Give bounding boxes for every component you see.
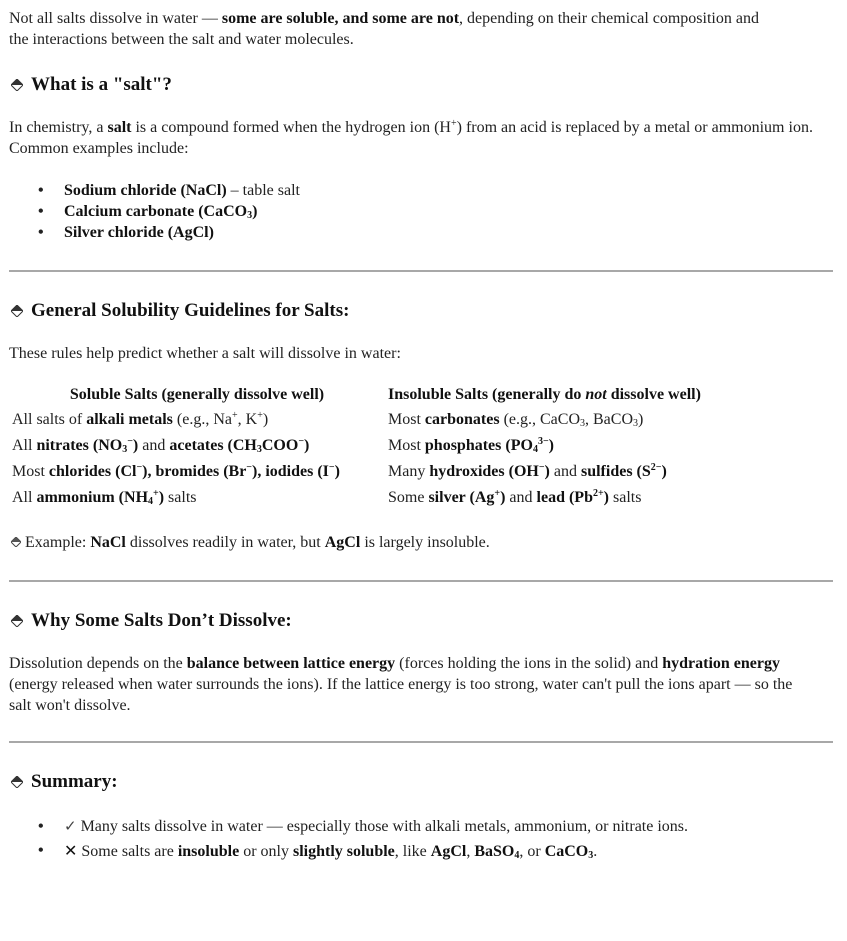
cross-icon: ✕ <box>64 841 78 860</box>
list-item: • ✓ Many salts dissolve in water — especially those with alkali metals, ammonium, or nitrate ions. <box>64 816 837 840</box>
column-header-soluble: Soluble Salts (generally dissolve well) <box>69 386 325 403</box>
diamond-icon <box>11 615 23 627</box>
table-row <box>9 461 704 487</box>
diamond-icon <box>11 776 23 788</box>
table-header-row <box>9 384 704 409</box>
guidelines-intro: These rules help predict whether a salt will dissolve in water: <box>9 345 401 362</box>
divider <box>9 580 833 582</box>
table-cell: Most carbonates (e.g., CaCO$_3$, BaCO$_3$) <box>388 411 644 429</box>
divider <box>9 741 833 743</box>
table-cell: All nitrates $(NO_3^-)$ and acetates $(CH_3COO^-)$ <box>12 436 310 455</box>
table-cell: All salts of alkali metals (e.g., Na+, K+) <box>12 410 269 428</box>
list-item: • Calcium carbonate (CaCO$_3$) <box>64 201 837 222</box>
column-header-insoluble: Insoluble Salts (generally do not dissolve well) <box>388 386 701 403</box>
section-heading-guidelines: General Solubility Guidelines for Salts: <box>9 300 837 321</box>
section-heading-what-is-salt: What is a "salt"? <box>9 74 837 95</box>
document <box>9 8 837 862</box>
diamond-icon <box>11 79 23 91</box>
check-icon: ✓ <box>64 817 77 835</box>
list-item: • Silver chloride (AgCl) <box>64 222 837 243</box>
solubility-table <box>9 384 704 513</box>
table-cell: All ammonium $(NH_4^+)$ salts <box>12 488 197 507</box>
table-cell: Some silver (Ag+) and lead $(Pb^{2+})$ salts <box>388 488 642 506</box>
example-line: Example: NaCl dissolves readily in water, but AgCl is largely insoluble. <box>9 532 837 553</box>
table-row <box>9 487 704 513</box>
table-row <box>9 435 704 461</box>
table-cell: Most chlorides (Cl−), bromides (Br−), iodides (I−) <box>12 462 340 480</box>
table-cell: Many hydroxides (OH−) and sulfides $(S^{2-})$ <box>388 462 667 480</box>
list-item: • Sodium chloride (NaCl) – table salt <box>64 180 837 201</box>
small-diamond-icon <box>11 532 21 553</box>
table-cell: Most phosphates $(PO_4^{3-})$ <box>388 436 554 455</box>
summary-list <box>9 816 837 862</box>
divider <box>9 270 833 272</box>
section-heading-why: Why Some Salts Don’t Dissolve: <box>9 610 837 631</box>
diamond-icon <box>11 305 23 317</box>
intro-paragraph: Not all salts dissolve in water — some are soluble, and some are not, depending on their chemical composition and the interactions between the salt and water molecules. <box>9 10 759 48</box>
why-paragraph: Dissolution depends on the balance between lattice energy (forces holding the ions in the solid) and hydration energy (energy released when water surrounds the ions). If the lattice energy is too strong, water can't pull the ions apart — so the salt won't dissolve. <box>9 655 793 714</box>
section-heading-summary: Summary: <box>9 771 837 792</box>
salt-definition: In chemistry, a salt is a compound formed when the hydrogen ion (H+) from an acid is replaced by a metal or ammonium ion. Common examples include: <box>9 118 813 157</box>
table-row <box>9 409 704 435</box>
list-item: • ✕ Some salts are insoluble or only slightly soluble, like AgCl, BaSO$_4$, or CaCO$_3$. <box>64 840 837 862</box>
salt-examples-list <box>9 180 837 243</box>
